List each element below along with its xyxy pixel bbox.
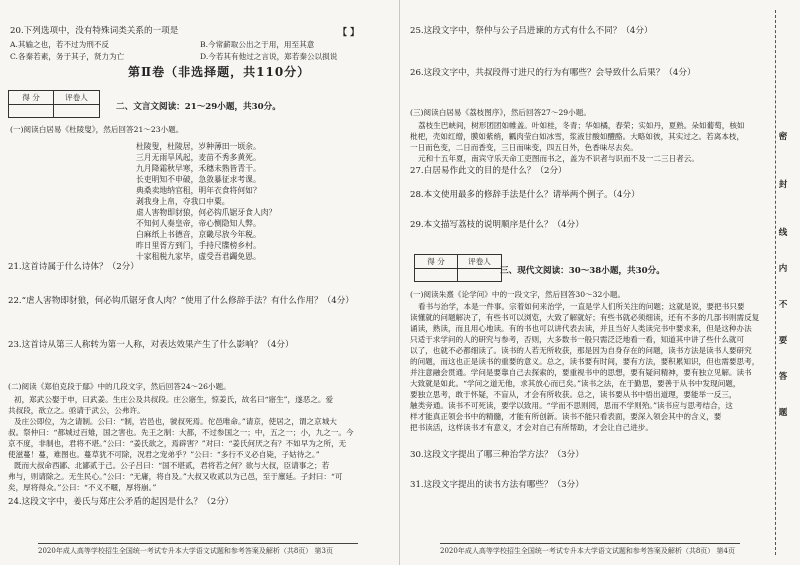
passage3-intro: (三)阅读白居易《荔枝图序》，然后回答27～29小题。 <box>410 108 591 117</box>
score-box-section2 <box>8 90 100 118</box>
q20-option-c: C.各秦若素，务于其子，贤力为亡 <box>10 52 125 61</box>
right-column <box>400 0 760 565</box>
seal-char: 内 <box>776 262 790 274</box>
q20-option-d: D.今若其有他过之言说，郑若秦公以损说 <box>200 52 338 61</box>
q28: 28.本文使用最多的修辞手法是什么？请举两个例子。（4分） <box>410 190 640 200</box>
seal-char: 密 <box>776 130 790 142</box>
q24: 24.这段文字中，姜氏与郑庄公矛盾的起因是什么？（2分） <box>8 497 234 507</box>
score-label: 得 分 <box>427 257 445 266</box>
passage2-line: 共叔段，欲立之。亟请于武公，公弗许。 <box>8 406 145 415</box>
passage4-line: 把书读活，这样读书才有意义，才会对自己有所帮助，才会让自己进步。 <box>410 423 653 432</box>
volume-title: 第Ⅱ卷（非选择题，共110分） <box>128 65 311 79</box>
seal-char: 线 <box>776 226 790 238</box>
seal-line-strip <box>760 0 800 565</box>
poem-line: 虐人害物即豺狼，何必钩爪锯牙食人肉？ <box>136 208 277 217</box>
poem-line: 三月无雨旱风起，麦苗不秀多黄死。 <box>136 153 261 162</box>
passage2-line: 矣，厚将得众。”公曰：“不义不暱，厚将崩。” <box>8 483 157 492</box>
poem-line: 昨日里胥方到门，手持尺牒榜乡村。 <box>136 241 261 250</box>
q20-option-b: B.今常薪取公出之于用，用至其意 <box>200 40 315 49</box>
passage4-line: 要独立思考，敢于怀疑，不盲从，才会有所收获。总之，读书要从书中悟出道理，要能举一反三， <box>410 390 737 399</box>
passage4-intro: (一)阅读朱熹《论学问》中的一段文字，然后回答30～32小题。 <box>410 290 626 299</box>
passage4-line: 并注意融会贯通。学问是要靠自己去探索的，要重视书中的思想，要有疑问精神，要有独立见解。读书 <box>410 368 752 377</box>
passage4-line: 诵读，熟读，而且用心地读。有的书也可以讲代表去读，并且当好人类读完书中要求来，但是这种办法 <box>410 324 752 333</box>
seal-dashed-line <box>775 10 776 555</box>
score-box-section3 <box>414 254 502 282</box>
q26: 26.这段文字中，共叔段得寸进尺的行为有哪些？会导致什么后果？（4分） <box>410 68 696 78</box>
passage2-line: 初，郑武公娶于申，曰武姜。生庄公及共叔段。庄公寤生，惊姜氏，故名曰“寤生”，遂恶之。爱 <box>14 395 334 404</box>
seal-char: 题 <box>776 406 790 418</box>
passage4-line: 样才能真正领会书中的精髓，才能有所创新。读书不能只看表面，要深入领会其中的含义，要 <box>410 412 722 421</box>
right-footer: 2020年成人高等学校招生全国统一考试专升本大学语文试题和参考答案及解析（共8页） 第4页 <box>440 543 740 556</box>
q29: 29.本文描写荔枝的说明顺序是什么？（4分） <box>410 220 584 230</box>
passage2-line: 京不度，非制也，君将不堪。”公曰：“姜氏欲之，焉辟害？”对曰：“姜氏何厌之有？不如早为之所，无 <box>8 439 347 448</box>
passage3-line: 元和十五年夏，南宾守乐天命工吏图而书之，盖为不识者与识而不及一二三日者云。 <box>418 154 699 163</box>
poem-line: 九月降霜秋早寒，禾穗未熟皆青干。 <box>136 164 261 173</box>
q23: 23.这首诗从第三人称转为第一人称，对表达效果产生了什么影响？（4分） <box>8 340 294 350</box>
left-footer: 2020年成人高等学校招生全国统一考试专升本大学语文试题和参考答案及解析（共8页） 第3页 <box>38 543 358 556</box>
seal-char: 封 <box>776 178 790 190</box>
grader-label: 评卷人 <box>468 257 491 266</box>
seal-char: 答 <box>776 370 790 382</box>
passage4-line: 读懂就的问题解决了，有些书可以浏览，大致了解就好；有些书就必须细读，还有不多的几部书则需反复 <box>410 313 760 322</box>
passage4-line: 的问题，而这也正是读书的重要的意义。总之，读书要有时间，要有方法，要积累知识，但也需要思考， <box>410 357 760 366</box>
poem-line: 不知何人奏皇帝，帝心恻隐知人弊。 <box>136 219 261 228</box>
passage2-line: 及庄公即位，为之请制。公曰：“制，岩邑也，虢叔死焉。佗邑唯命。”请京，使居之，谓之京城大 <box>14 417 337 426</box>
q27: 27.白居易作此文的目的是什么？（2分） <box>410 166 567 176</box>
seal-char: 不 <box>776 298 790 310</box>
passage4-line: 触类旁通。读书不可死读，要学以致用。“学而不思则罔，思而不学则殆。”读书应与思考结合，这 <box>410 401 733 410</box>
q20-answer-bracket[interactable]: 【 】 <box>338 28 360 38</box>
poem-line: 白麻纸上书德音，京畿尽放今年税。 <box>136 230 261 239</box>
section3-title: 三、现代文阅读：30～38小题，共30分。 <box>500 266 665 276</box>
score-label: 得 分 <box>22 93 40 102</box>
grader-label: 评卷人 <box>65 93 88 102</box>
passage3-line: 枇杷，壳如红缯，膜如紫绡，瓤肉莹白如冰雪，浆液甘酸如醴酪。大略如彼，其实过之。若离本枝， <box>410 132 745 141</box>
poem-line: 十家租税九家毕，虚受吾君蠲免恩。 <box>136 252 261 261</box>
poem-line: 典桑卖地纳官租，明年衣食将何如？ <box>136 186 261 195</box>
q30: 30.这段文字提出了哪三种治学方法？（3分） <box>410 450 584 460</box>
passage4-line: 只适于求学问的人的研究与参考，否则，大多数书一般只需泛泛地看一看，知道其中讲了些什么就可 <box>410 335 745 344</box>
passage2-line: 弗与，则请除之。无生民心。”公曰：“无庸，将自及。”大叔又收贰以为己邑，至于廪延。子封曰：“可 <box>8 472 343 481</box>
passage2-line: 使滋蔓！蔓，难图也。蔓草犹不可除，况君之宠弟乎？”公曰：“多行不义必自毙，子姑待之。” <box>8 450 320 459</box>
seal-char: 要 <box>776 334 790 346</box>
passage4-line: 看书与治学，本是一件事。宗着如何来治学，一直是学人们所关注的问题；这就是说，要把书只要 <box>418 302 745 311</box>
poem-line: 长吏明知不申破，急敛暴征求考课。 <box>136 175 261 184</box>
passage3-line: 一日而色变，二日而香变，三日而味变，四五日外，色香味尽去矣。 <box>410 143 638 152</box>
q20-option-a: A.其输之也，若不过为刑不反 <box>10 40 110 49</box>
passage2-line: 既而大叔命西鄙、北鄙贰于己。公子吕曰：“国不堪贰，君将若之何？欲与大叔，臣请事之；若 <box>14 461 330 470</box>
poem-line: 剥我身上帛，夺我口中粟。 <box>136 197 230 206</box>
q31: 31.这段文字提出的读书方法有哪些？（3分） <box>410 480 584 490</box>
poem-line: 杜陵叟，杜陵居，岁种薄田一顷余。 <box>136 142 261 151</box>
section2-title: 二、文言文阅读：21～29小题，共30分。 <box>116 102 281 112</box>
q21: 21.这首诗属于什么诗体？（2分） <box>8 262 139 272</box>
q25: 25.这段文字中，祭仲与公子吕进谏的方式有什么不同？（4分） <box>410 26 653 36</box>
q20-stem: 20.下列选项中，没有特殊词类关系的一项是 <box>10 26 179 36</box>
passage3-line: 荔枝生巴峡间，树形团团如帷盖。叶如桂，冬青；华如橘，春荣；实如丹，夏熟。朵如葡萄，核如 <box>418 121 745 130</box>
q22: 22.“虐人害物即豺狼，何必钩爪锯牙食人肉？”使用了什么修辞手法？有什么作用？（4分） <box>8 296 354 306</box>
passage4-line: 以了，也就不必都细读了。读书的人若无所收获，那是因为自身存在的问题，读书方法是读书人要研究 <box>410 346 752 355</box>
passage2-intro: (二)阅读《郑伯克段于鄢》中的几段文字，然后回答24～26小题。 <box>8 382 231 391</box>
passage2-line: 叔。祭仲曰：“都城过百雉，国之害也。先王之制：大都，不过参国之一；中，五之一；小，九之一。今 <box>8 428 354 437</box>
passage1-intro: (一)阅读白居易《杜陵叟》，然后回答21～23小题。 <box>10 125 184 134</box>
passage4-line: 大致就是如此。“学问之道无他，求其放心而已矣。”读书之法，在于勤思，要善于从书中发现问题， <box>410 379 741 388</box>
